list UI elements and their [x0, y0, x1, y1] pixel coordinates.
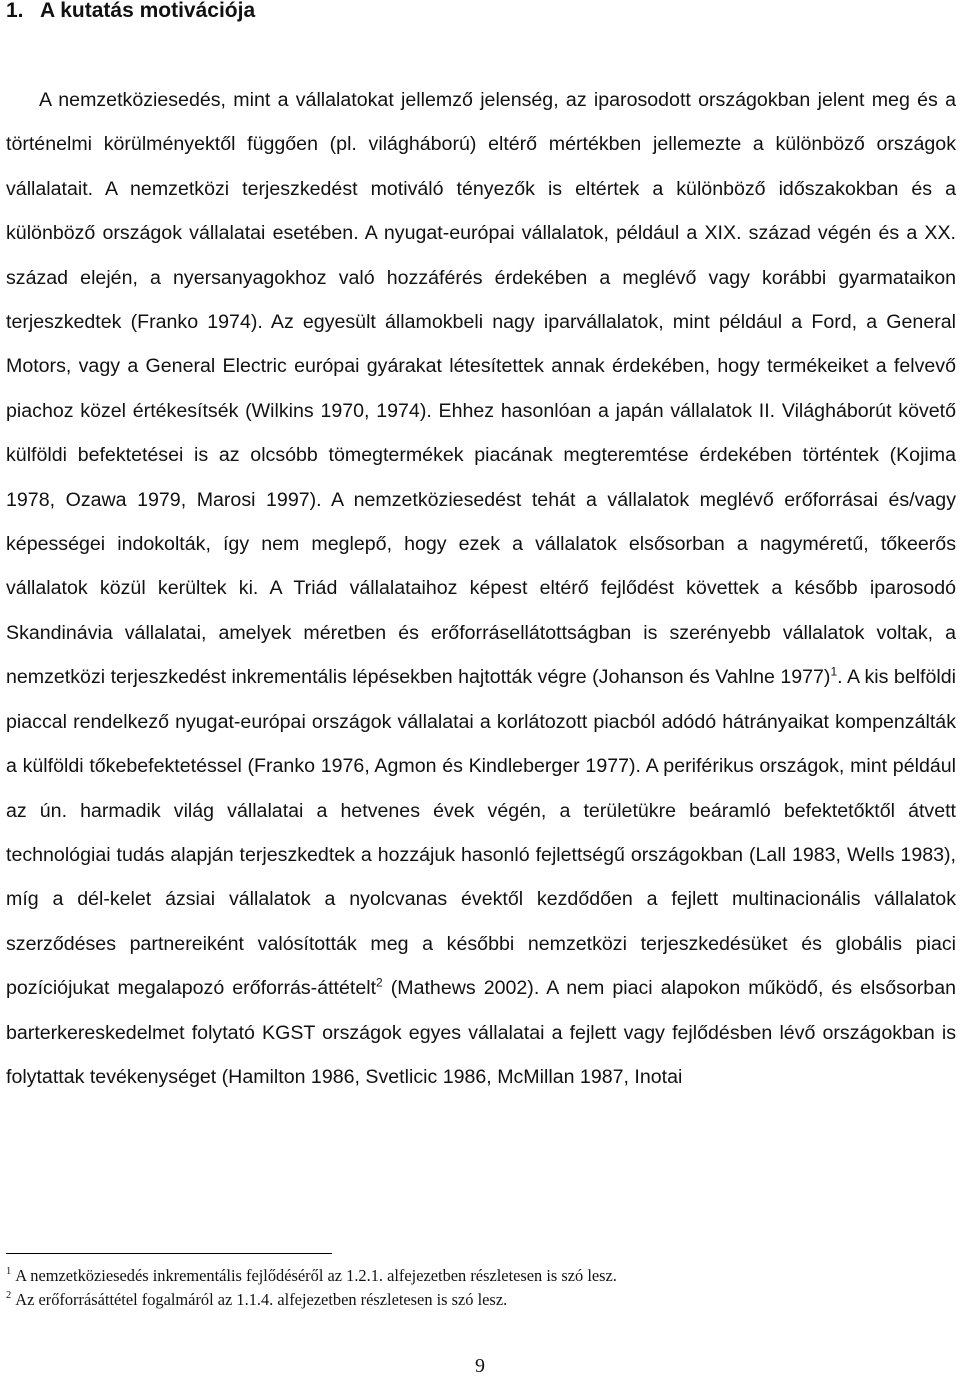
- paragraph-text-part-3: (Mathews 2002). A nem piaci alapokon működő, és elsősorban barterkereskedelmet folytató KGST országok egyes vállalatai a fejlett vagy fejlődésben lévő országokban is folytattak tevékenységet (Hamilton 1986, Svetlicic 1986, McMillan 1987, Inotai: [6, 977, 957, 1088]
- footnote-2: [6, 1288, 946, 1312]
- footnote-2-mark: 2: [6, 1290, 12, 1301]
- footnote-reference-2[interactable]: 2: [376, 975, 383, 990]
- footnote-1-mark: 1: [6, 1266, 12, 1277]
- footnote-1: [6, 1264, 946, 1288]
- section-heading: [6, 0, 255, 24]
- body-paragraph: [6, 78, 956, 1099]
- footnotes: [6, 1264, 946, 1312]
- footnote-2-text: Az erőforrásáttétel fogalmáról az 1.1.4. alfejezetben részletesen is szó lesz.: [15, 1290, 508, 1309]
- section-number: 1.: [6, 0, 24, 22]
- footnote-1-text: A nemzetköziesedés inkrementális fejlődéséről az 1.2.1. alfejezetben részletesen is szó lesz.: [15, 1266, 617, 1285]
- footnote-separator: [6, 1253, 332, 1254]
- footnote-reference-1[interactable]: 1: [830, 664, 838, 679]
- page-number: 9: [475, 1355, 485, 1377]
- paragraph-text-part-1: A nemzetköziesedés, mint a vállalatokat jellemző jelenség, az iparosodott országokban jelent meg és a történelmi körülményektől függően (pl. világháború) eltérő mértékben jellemezte a különböző országok vállalatait. A nemzetközi terjeszkedést motiváló tényezők is eltértek a különböző időszakokban és a különböző országok vállalatai esetében. A nyugat-európai vállalatok, például a XIX. század végén és a XX. század elején, a nyersanyagokhoz való hozzáférés érdekében a meglévő vagy korábbi gyarmataikon terjeszkedtek (Franko 1974). Az egyesült államokbeli nagy iparvállalatok, mint például a Ford, a General Motors, vagy a General Electric európai gyárakat létesítettek annak érdekében, hogy termékeiket a felvevő piachoz közel értékesítsék (Wilkins 1970, 1974). Ehhez hasonlóan a japán vállalatok II. Világháborút követő külföldi befektetései is az olcsóbb tömegtermékek piacának megteremtése érdekében történtek (Kojima 1978, Ozawa 1979, Marosi 1997). A nemzetköziesedést tehát a vállalatok meglévő erőforrásai és/vagy képességei indokolták, így nem meglepő, hogy ezek a vállalatok elsősorban a nagyméretű, tőkeerős vállalatok közül kerültek ki. A Triád vállalataihoz képest eltérő fejlődést követtek a később iparosodó Skandinávia vállalatai, amelyek méretben és erőforrásellátottságban is szerényebb vállalatok voltak, a nemzetközi terjeszkedést inkrementális lépésekben hajtották végre (Johanson és Vahlne 1977): [6, 89, 956, 689]
- section-title: A kutatás motivációja: [40, 0, 256, 22]
- paragraph-text-part-2: . A kis belföldi piaccal rendelkező nyugat-európai országok vállalatai a korlátozott piacból adódó hátrányaikat kompenzálták a külföldi tőkebefektetéssel (Franko 1976, Agmon és Kindleberger 1977). A periférikus országok, mint például az ún. harmadik világ vállalatai a hetvenes évek végén, a területükre beáramló befektetőktől átvett technológiai tudás alapján terjeszkedtek a hozzájuk hasonló fejlettségű országokban (Lall 1983, Wells 1983), míg a dél-kelet ázsiai vállalatok a nyolcvanas évektől kezdődően a fejlett multinacionális vállalatok szerződéses partnereiként valósították meg a későbbi nemzetközi terjeszkedésüket és globális piaci pozíciójukat megalapozó erőforrás-áttételt: [6, 666, 956, 1000]
